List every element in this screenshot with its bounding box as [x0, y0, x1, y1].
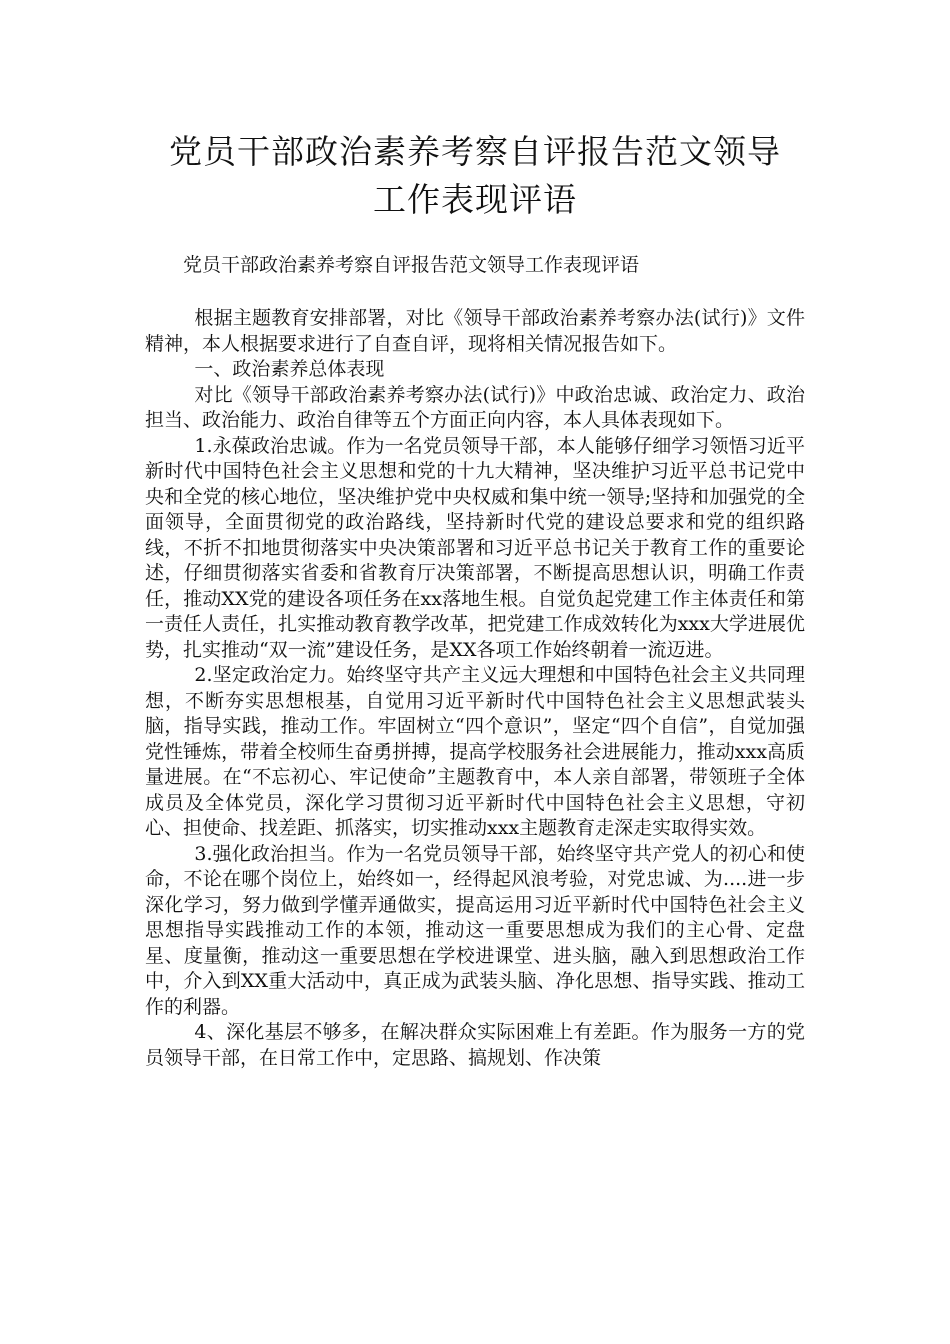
document-title-line-2: 工作表现评语: [373, 180, 577, 219]
paragraph-overview: 对比《领导干部政治素养考察办法(试行)》中政治忠诚、政治定力、政治担当、政治能力、政治自律等五个方面正向内容，本人具体表现如下。: [145, 383, 805, 431]
document-body: [145, 306, 805, 1071]
document-title: [145, 128, 805, 224]
section-heading: 一、政治素养总体表现: [194, 358, 385, 380]
paragraph-item-1: 1.永葆政治忠诚。作为一名党员领导干部，本人能够仔细学习领悟习近平新时代中国特色社会主义思想和党的十九大精神，坚决维护习近平总书记党中央和全党的核心地位，坚决维护党中央权威和集中统一领导;坚持和加强党的全面领导，全面贯彻党的政治路线，坚持新时代党的建设总要求和党的组织路线，不折不扣地贯彻落实中央决策部署和习近平总书记关于教育工作的重要论述，仔细贯彻落实省委和省教育厅决策部署，不断提高思想认识，明确工作责任，推动XX党的建设各项任务在xx落地生根。自觉负起党建工作主体责任和第一责任人责任，扎实推动教育教学改革，把党建工作成效转化为xxx大学进展优势，扎实推动“双一流”建设任务，是XX各项工作始终朝着一流迈进。: [145, 434, 805, 661]
paragraph-item-2: 2.坚定政治定力。始终坚守共产主义远大理想和中国特色社会主义共同理想，不断夯实思想根基，自觉用习近平新时代中国特色社会主义思想武装头脑，指导实践，推动工作。牢固树立“四个意识”，坚定“四个自信”，自觉加强党性锤炼，带着全校师生奋勇拼搏，提高学校服务社会进展能力，推动xxx高质量进展。在“不忘初心、牢记使命”主题教育中，本人亲自部署，带领班子全体成员及全体党员，深化学习贯彻习近平新时代中国特色社会主义思想，守初心、担使命、找差距、抓落实，切实推动xxx主题教育走深走实取得实效。: [145, 664, 805, 839]
document-subtitle: 党员干部政治素养考察自评报告范文领导工作表现评语: [183, 254, 640, 276]
document-title-line-1: 党员干部政治素养考察自评报告范文领导: [169, 132, 781, 171]
paragraph-item-3: 3.强化政治担当。作为一名党员领导干部，始终坚守共产党人的初心和使命，不论在哪个岗位上，始终如一，经得起风浪考验，对党忠诚、为....进一步深化学习，努力做到学懂弄通做实，提高运用习近平新时代中国特色社会主义思想指导实践推动工作的本领，推动这一重要思想成为我们的主心骨、定盘星、度量衡，推动这一重要思想在学校进课堂、进头脑，融入到思想政治工作中，介入到XX重大活动中，真正成为武装头脑、净化思想、指导实践、推动工作的利器。: [145, 842, 805, 1018]
paragraph-intro: 根据主题教育安排部署，对比《领导干部政治素养考察办法(试行)》文件精神，本人根据要求进行了自查自评，现将相关情况报告如下。: [145, 307, 805, 355]
paragraph-item-4: 4、深化基层不够多，在解决群众实际困难上有差距。作为服务一方的党员领导干部，在日常工作中，定思路、搞规划、作决策: [145, 1021, 805, 1069]
